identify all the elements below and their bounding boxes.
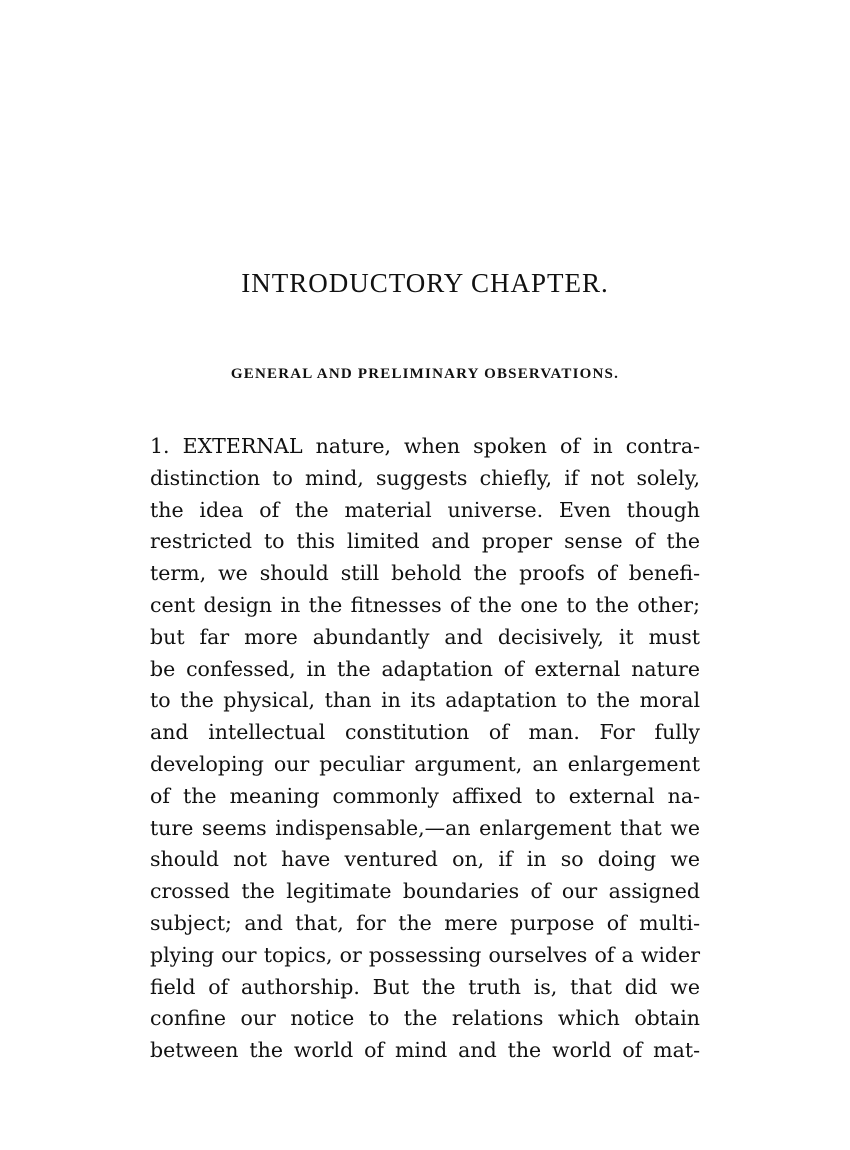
text-line: and intellectual constitution of man. For fully [150,720,700,745]
text-line: be confessed, in the adaptation of external nature [150,656,700,681]
text-line: of the meaning commonly affixed to external na- [150,783,700,808]
text-line: between the world of mind and the world of mat- [150,1038,700,1063]
text-line: subject; and that, for the mere purpose of multi- [150,910,700,935]
text-line: to the physical, than in its adaptation to the moral [150,688,700,713]
text-line: should not have ventured on, if in so doing we [150,847,700,872]
text-line: but far more abundantly and decisively, it must [150,624,700,649]
text-line: ture seems indispensable,—an enlargement that we [150,815,700,840]
paragraph [150,431,700,1067]
text-line: cent design in the fitnesses of the one to the other; [150,592,700,617]
text-line: plying our topics, or possessing ourselves of a wider [150,942,700,967]
text-line: crossed the legitimate boundaries of our assigned [150,879,700,904]
text-line: field of authorship. But the truth is, that did we [150,974,700,999]
text-line: developing our peculiar argument, an enlargement [150,751,700,776]
chapter-title: INTRODUCTORY CHAPTER. [241,268,609,298]
text-line: restricted to this limited and proper sense of the [150,529,700,554]
text-line: distinction to mind, suggests chiefly, if not solely, [150,465,700,490]
text-line: the idea of the material universe. Even though [150,497,700,522]
text-line: term, we should still behold the proofs of benefi- [150,561,700,586]
text-line: 1. EXTERNAL nature, when spoken of in contra- [150,434,700,458]
text-line: confine our notice to the relations which obtain [150,1006,700,1031]
chapter-subtitle: GENERAL AND PRELIMINARY OBSERVATIONS. [230,366,620,382]
